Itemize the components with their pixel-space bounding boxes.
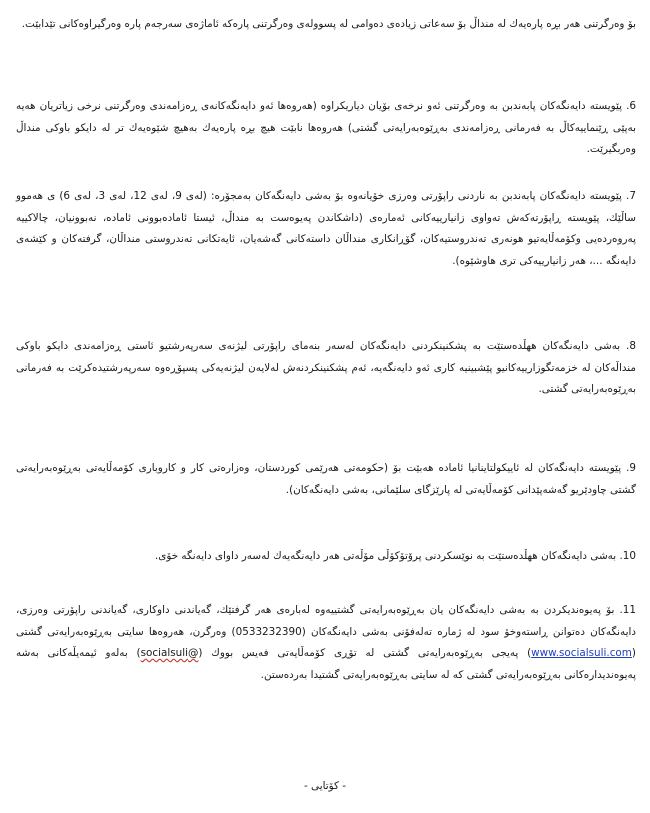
list-item-9 <box>16 458 636 501</box>
item-number: 8. <box>626 340 636 352</box>
item-text: بۆ پەیوەندیکردن بە بەشی دایەنگەکان یان بەڕێوەبەرایەتی گشتییەوە لەبارەی هەر گرفتێك، گەیاندنی داوکاری، گەیاندنی راپۆرتی وەرزی، دایەنگەکان دەتوانن ڕاستەوخۆ سود لە ژمارە تەلەفۆنی بەشی دایەنگەکان <box>16 604 637 638</box>
item-text: بەشی دایەنگەکان ههڵدەستێت بە نوێسکردنی پرۆتۆکۆڵی مۆڵەتی هەر دایەنگەیەك لەسەر داوای دایەنگە خۆی. <box>154 550 617 562</box>
phone-number: 0533232390 <box>235 625 302 638</box>
list-item-7 <box>16 186 636 272</box>
intro-paragraph: بۆ وەرگرتنی هەر بڕە پارەیەك لە منداڵ بۆ سەعاتی زیادەی دەوامی لە پسوولەی وەرگرتنی پارەکە ئاماژەی سەرجەم پارە وەرگیراوەکانی تێدابێت. <box>21 18 636 30</box>
item-text: پەیجی بەڕێوەبەرایەتی گشتی لە تۆڕی کۆمەڵایەتی فەیس بووك <box>211 647 519 659</box>
item-text: پێویستە دایەنگەکان لە ئاییکولتاینانیا ئامادە هەبێت بۆ (حکومەتی هەرێمی کوردستان، وەزارەتی کار و کاروباری کۆمەڵایەتی بەڕێوەبەرایەتی گشتی چاودێریو گەشەپێدانی کۆمەڵایەتی لە پارێزگای سلێمانی، بەشی دایەنگەکان). <box>16 462 636 496</box>
social-handle: @socialsuli <box>140 647 199 659</box>
item-text: پێویستە دایەنگەکان پابەندبن بە وەرگرتنی ئەو نرخەی بۆیان دیاریکراوە (هەروەها ئەو دایەنگەکانەی ڕەزامەندی وەرگرتنی نرخی زیاتریان هەیە بەپێی ڕێنماییەکاڵ بە فەرمانی ڕەزامەندی بەڕێوەبەرایەتی گشتی) هەروەها نابێت هیچ بڕە پارەیەك بەهیچ شێوەیەك تر لە دایکو باوکی منداڵ وەربگیرێت. <box>16 100 636 155</box>
item-number: 7. <box>626 190 636 202</box>
item-text: پێویستە دایەنگەکان پابەندبن بە ناردنی راپۆرتی وەرزی خۆیانەوە بۆ بەشی دایەنگەکان بەمجۆرە: (لەی 9، لەی 12، لەی 3، لەی 6) ی هەموو ساڵێك، پێویستە ڕاپۆرتەکەش تەواوی زانیارییەکانی ئەمارەی (داشکاندن پەیوەست بە منداڵ، ئیستا ئامادەبوونی ئامادە، نەبوونیان، چالاکییە پەروەردەیی وکۆمەڵایەتیو هونەری تەندروستیەکان، گۆڕانکاری منداڵان داستەکانی گەشەیان، ئایەتکانی تەندروستی منداڵان، گرفتەکان و کێشەی دایەنگە ...، هەر زانیارییەکی تری هاوشێوە). <box>16 190 636 267</box>
item-number: 11. <box>619 604 636 616</box>
item-text: بەشی دایەنگەکان ههڵدەستێت بە پشکنینکردنی دایەنگەکان لەسەر بنەمای راپۆرتی لیژنەی سەرپەرشتیو ئاستی ڕەزامەندی دایکو باوکی منداڵەکان لە خزمەتگوزارییەکانیو پێشبینیە کاری ئەو دایەنگەیە، ئەم پشکنینکردنەش لەلایەن لیژنەیەکی پسپۆڕەوە سەرپەرشتیدەکرێت بە فەرمانی بەڕێوەبەرایەتی گشتی. <box>16 340 636 395</box>
item-text: بەلەو ئیمەیڵەکانی بەشە پەیوەندیدارەکانی بەڕێوەبەرایەتی گشتی کە لە سایتی بەڕێوەبەرایەتی گشتیدا بەردەستن. <box>16 647 636 681</box>
list-item-11: 11. بۆ پەیوەندیکردن بە بەشی دایەنگەکان یان بەڕێوەبەرایەتی گشتییەوە لەبارەی هەر گرفتێك، گەیاندنی داوکاری، گەیاندنی راپۆرتی وەرزی، دایەنگەکان دەتوانن ڕاستەوخۆ سود لە ژمارە تەلەفۆنی بەشی دایەنگەکان (0533232390) وەرگرن، هەروەها سایتی بەڕێوەبەرایەتی گشتی (www.socialsuli.com) پەیجی بەڕێوەبەرایەتی گشتی لە تۆڕی کۆمەڵایەتی فەیس بووك (@socialsuli) بەلەو ئیمەیڵەکانی بەشە پەیوەندیدارەکانی بەڕێوەبەرایەتی گشتی کە لە سایتی بەڕێوەبەرایەتی گشتیدا بەردەستن. <box>16 604 637 681</box>
item-number: 9. <box>626 462 636 474</box>
list-item-8 <box>16 336 636 401</box>
end-marker: - کۆتایی - <box>303 780 347 792</box>
list-item-6 <box>16 96 636 161</box>
item-number: 6. <box>626 100 636 112</box>
website-link[interactable]: www.socialsuli.com <box>531 647 632 659</box>
item-text: وەرگرن، هەروەها سایتی بەڕێوەبەرایەتی گشتی <box>16 625 227 638</box>
list-item-10 <box>16 546 636 568</box>
item-number: 10. <box>619 550 636 562</box>
